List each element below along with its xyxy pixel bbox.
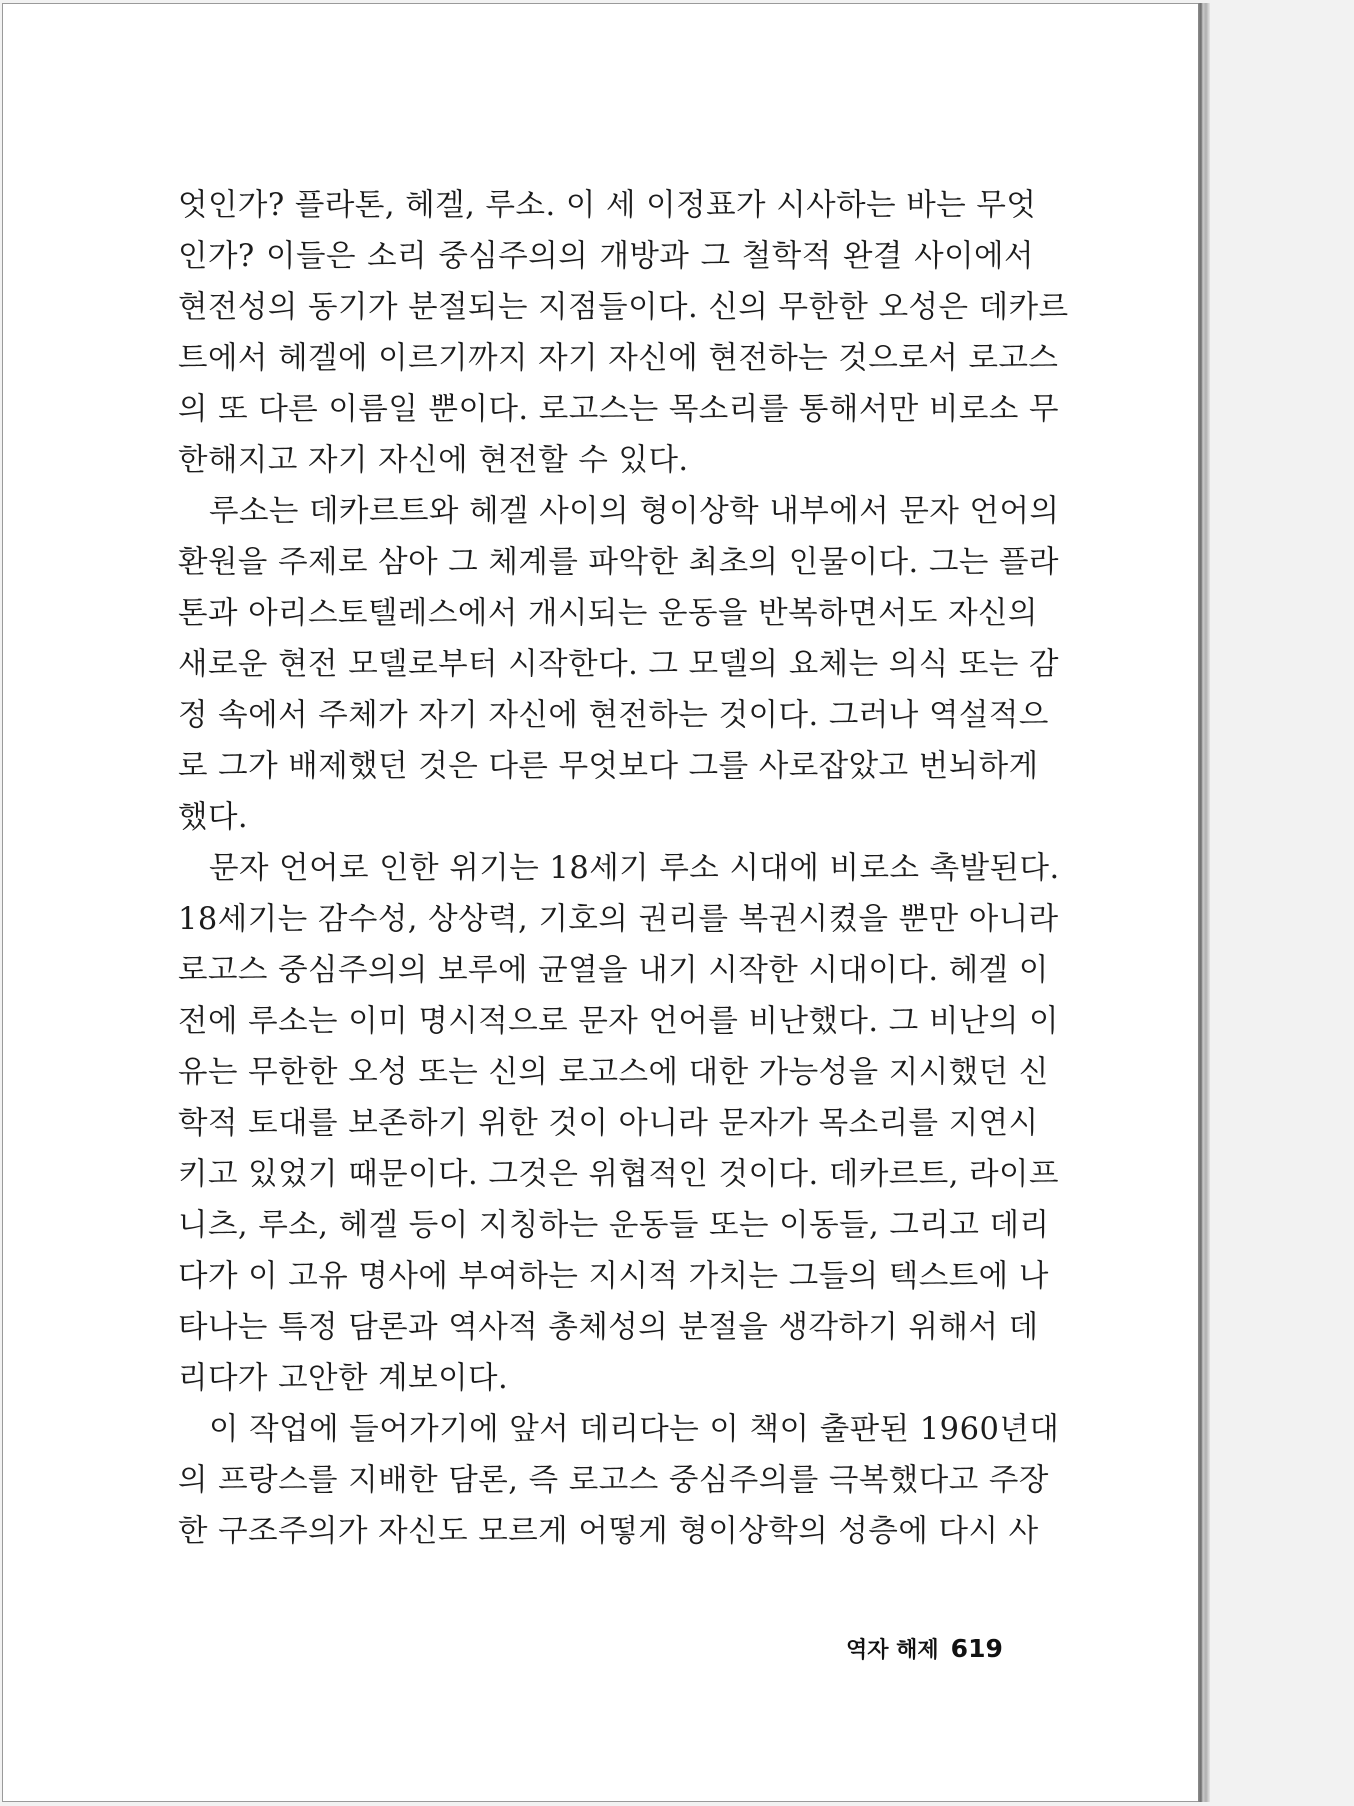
text-line: 환원을 주제로 삼아 그 체계를 파악한 최초의 인물이다. 그는 플라 bbox=[178, 545, 1059, 580]
text-line: 18세기는 감수성, 상상력, 기호의 권리를 복권시켰을 뿐만 아니라 bbox=[178, 902, 1059, 937]
text-line: 트에서 헤겔에 이르기까지 자기 자신에 현전하는 것으로서 로고스 bbox=[178, 341, 1059, 376]
text-line: 전에 루소는 이미 명시적으로 문자 언어를 비난했다. 그 비난의 이 bbox=[178, 1004, 1059, 1039]
footer-section-title: 역자 해제 bbox=[846, 1638, 939, 1663]
text-line: 의 프랑스를 지배한 담론, 즉 로고스 중심주의를 극복했다고 주장 bbox=[178, 1463, 1049, 1498]
text-line: 타나는 특정 담론과 역사적 총체성의 분절을 생각하기 위해서 데 bbox=[178, 1310, 1039, 1345]
text-line: 리다가 고안한 계보이다. bbox=[178, 1361, 509, 1396]
text-line: 톤과 아리스토텔레스에서 개시되는 운동을 반복하면서도 자신의 bbox=[178, 596, 1038, 631]
text-line: 유는 무한한 오성 또는 신의 로고스에 대한 가능성을 지시했던 신 bbox=[178, 1055, 1049, 1090]
text-line: 한해지고 자기 자신에 현전할 수 있다. bbox=[178, 443, 689, 478]
text-line: 니츠, 루소, 헤겔 등이 지칭하는 운동들 또는 이동들, 그리고 데리 bbox=[178, 1208, 1050, 1243]
text-line: 새로운 현전 모델로부터 시작한다. 그 모델의 요체는 의식 또는 감 bbox=[178, 647, 1059, 682]
text-line: 의 또 다른 이름일 뿐이다. 로고스는 목소리를 통해서만 비로소 무 bbox=[178, 392, 1059, 427]
text-line: 현전성의 동기가 분절되는 지점들이다. 신의 무한한 오성은 데카르 bbox=[178, 290, 1069, 325]
text-line: 학적 토대를 보존하기 위한 것이 아니라 문자가 목소리를 지연시 bbox=[178, 1106, 1039, 1141]
text-line: 문자 언어로 인한 위기는 18세기 루소 시대에 비로소 촉발된다. bbox=[209, 851, 1060, 886]
text-line: 루소는 데카르트와 헤겔 사이의 형이상학 내부에서 문자 언어의 bbox=[209, 494, 1060, 529]
text-line: 로고스 중심주의의 보루에 균열을 내기 시작한 시대이다. 헤겔 이 bbox=[178, 953, 1049, 988]
page-number: 619 bbox=[950, 1634, 1003, 1663]
running-footer bbox=[846, 1631, 1003, 1667]
text-line: 다가 이 고유 명사에 부여하는 지시적 가치는 그들의 텍스트에 나 bbox=[178, 1259, 1049, 1294]
text-line: 했다. bbox=[178, 800, 249, 835]
text-line: 한 구조주의가 자신도 모르게 어떻게 형이상학의 성층에 다시 사 bbox=[178, 1514, 1039, 1549]
page-edge-shadow bbox=[1198, 3, 1210, 1802]
text-line: 이 작업에 들어가기에 앞서 데리다는 이 책이 출판된 1960년대 bbox=[209, 1412, 1060, 1447]
text-line: 인가? 이들은 소리 중심주의의 개방과 그 철학적 완결 사이에서 bbox=[178, 239, 1034, 274]
text-line: 정 속에서 주체가 자기 자신에 현전하는 것이다. 그러나 역설적으 bbox=[178, 698, 1049, 733]
text-line: 엇인가? 플라톤, 헤겔, 루소. 이 세 이정표가 시사하는 바는 무엇 bbox=[178, 188, 1037, 223]
text-line: 로 그가 배제했던 것은 다른 무엇보다 그를 사로잡았고 번뇌하게 bbox=[178, 749, 1039, 784]
text-line: 키고 있었기 때문이다. 그것은 위협적인 것이다. 데카르트, 라이프 bbox=[178, 1157, 1059, 1192]
